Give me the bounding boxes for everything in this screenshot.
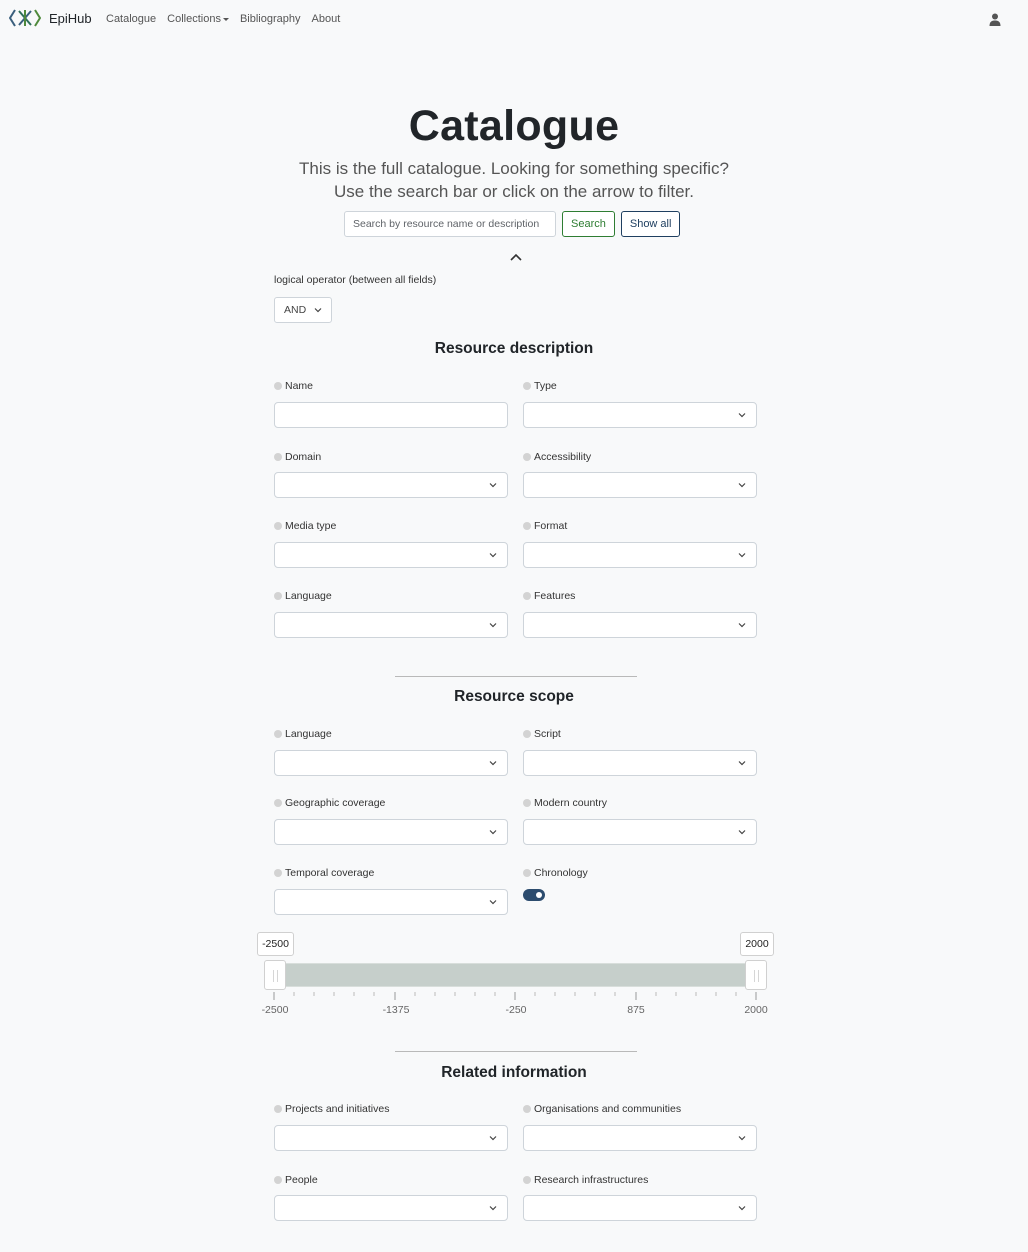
info-icon[interactable] (523, 382, 531, 390)
info-icon[interactable] (523, 1176, 531, 1184)
chevron-down-icon (489, 482, 497, 488)
info-icon[interactable] (523, 453, 531, 461)
section-title-related-information: Related information (441, 1064, 587, 1081)
type-select[interactable] (523, 402, 757, 428)
label-modern-country-text: Modern country (534, 797, 607, 809)
section-divider (395, 1051, 637, 1052)
logical-operator-label: logical operator (between all fields) (274, 274, 437, 286)
show-all-button[interactable]: Show all (621, 211, 681, 237)
epihub-logo-icon (9, 8, 41, 28)
scope-language-select[interactable] (274, 750, 508, 776)
chevron-down-icon (738, 482, 746, 488)
label-name-text: Name (285, 380, 314, 392)
label-accessibility-text: Accessibility (534, 451, 592, 463)
label-temporal-coverage-text: Temporal coverage (285, 867, 375, 879)
chevron-down-icon (489, 552, 497, 558)
label-projects (274, 1103, 389, 1115)
label-people (274, 1174, 318, 1186)
domain-select[interactable] (274, 472, 508, 498)
tick-label: -250 (505, 1004, 527, 1016)
info-icon[interactable] (523, 592, 531, 600)
media-type-select[interactable] (274, 542, 508, 568)
info-icon[interactable] (274, 522, 282, 530)
info-icon[interactable] (523, 1105, 531, 1113)
chevron-down-icon (738, 622, 746, 628)
range-max-value: 2000 (740, 932, 774, 956)
chevron-down-icon (738, 760, 746, 766)
label-script (523, 728, 561, 740)
tick-label: 2000 (744, 1004, 768, 1016)
info-icon[interactable] (274, 453, 282, 461)
label-chronology (523, 867, 588, 879)
section-title-resource-scope: Resource scope (454, 688, 574, 705)
nav-collections-dropdown[interactable] (167, 13, 229, 25)
slider-ticks (0, 992, 1028, 1002)
projects-select[interactable] (274, 1125, 508, 1151)
label-domain (274, 451, 321, 463)
label-organisations-text: Organisations and communities (534, 1103, 682, 1115)
chevron-down-icon (738, 829, 746, 835)
slider-handle-min[interactable] (264, 960, 286, 990)
page-subtitle (0, 157, 1028, 203)
chevron-down-icon (314, 307, 322, 313)
chevron-down-icon (489, 1135, 497, 1141)
label-geographic-coverage-text: Geographic coverage (285, 797, 386, 809)
label-media-type-text: Media type (285, 520, 337, 532)
subtitle-line-1: This is the full catalogue. Looking for something specific? (299, 159, 729, 178)
accessibility-select[interactable] (523, 472, 757, 498)
name-input[interactable] (274, 402, 508, 428)
chevron-down-icon (738, 1205, 746, 1211)
chevron-down-icon (738, 412, 746, 418)
label-modern-country (523, 797, 607, 809)
label-language-text: Language (285, 590, 332, 602)
caret-down-icon (223, 18, 229, 21)
label-infrastructures-text: Research infrastructures (534, 1174, 649, 1186)
chevron-down-icon (489, 899, 497, 905)
label-organisations (523, 1103, 681, 1115)
nav-collections-label: Collections (167, 13, 221, 25)
format-select[interactable] (523, 542, 757, 568)
label-scope-language-text: Language (285, 728, 332, 740)
label-type (523, 380, 557, 392)
chevron-down-icon (738, 1135, 746, 1141)
info-icon[interactable] (274, 1105, 282, 1113)
label-infrastructures (523, 1174, 648, 1186)
info-icon[interactable] (274, 382, 282, 390)
chevron-down-icon (489, 760, 497, 766)
chevron-down-icon (489, 622, 497, 628)
temporal-coverage-select[interactable] (274, 889, 508, 915)
search-bar (344, 211, 680, 237)
logical-operator-value: AND (284, 304, 307, 316)
label-features-text: Features (534, 590, 576, 602)
chronology-slider-track[interactable] (274, 963, 756, 987)
label-script-text: Script (534, 728, 561, 740)
label-name (274, 380, 313, 392)
top-navbar (0, 0, 1028, 40)
nav-catalogue[interactable]: Catalogue (106, 13, 157, 25)
label-format-text: Format (534, 520, 568, 532)
brand-name: EpiHub (49, 10, 92, 26)
info-icon[interactable] (523, 869, 531, 877)
subtitle-line-2: Use the search bar or click on the arrow to filter. (334, 182, 694, 201)
language-select[interactable] (274, 612, 508, 638)
search-input[interactable] (344, 211, 556, 237)
info-icon[interactable] (523, 799, 531, 807)
features-select[interactable] (523, 612, 757, 638)
tick-label: -2500 (261, 1004, 289, 1016)
label-type-text: Type (534, 380, 557, 392)
section-title-resource-description: Resource description (434, 340, 594, 357)
label-chronology-text: Chronology (534, 867, 588, 879)
label-temporal-coverage (274, 867, 374, 879)
logical-operator-select[interactable] (274, 297, 332, 323)
range-min-value: -2500 (257, 932, 294, 956)
label-people-text: People (285, 1174, 318, 1186)
label-projects-text: Projects and initiatives (285, 1103, 390, 1115)
organisations-select[interactable] (523, 1125, 757, 1151)
chevron-down-icon (738, 552, 746, 558)
nav-about[interactable]: About (311, 13, 341, 25)
info-icon[interactable] (523, 730, 531, 738)
label-format (523, 520, 567, 532)
infrastructures-select[interactable] (523, 1195, 757, 1221)
tick-label: -1375 (382, 1004, 410, 1016)
info-icon[interactable] (523, 522, 531, 530)
nav-bibliography[interactable]: Bibliography (239, 13, 301, 25)
info-icon[interactable] (274, 799, 282, 807)
geographic-coverage-select[interactable] (274, 819, 508, 845)
label-language (274, 590, 332, 602)
chevron-down-icon (489, 1205, 497, 1211)
tick-label: 875 (627, 1004, 645, 1016)
label-features (523, 590, 575, 602)
slider-handle-max[interactable] (745, 960, 767, 990)
label-accessibility (523, 451, 591, 463)
label-scope-language (274, 728, 332, 740)
info-icon[interactable] (274, 730, 282, 738)
chronology-toggle[interactable] (523, 889, 545, 901)
chevron-down-icon (489, 829, 497, 835)
search-button[interactable]: Search (562, 211, 615, 237)
brand[interactable] (9, 8, 92, 28)
user-icon[interactable] (989, 13, 1001, 26)
script-select[interactable] (523, 750, 757, 776)
info-icon[interactable] (274, 592, 282, 600)
info-icon[interactable] (274, 1176, 282, 1184)
label-domain-text: Domain (285, 451, 322, 463)
collapse-filters-icon[interactable] (509, 252, 523, 262)
people-select[interactable] (274, 1195, 508, 1221)
modern-country-select[interactable] (523, 819, 757, 845)
label-media-type (274, 520, 336, 532)
page-title: Catalogue (408, 102, 620, 150)
info-icon[interactable] (274, 869, 282, 877)
section-divider (395, 676, 637, 677)
label-geographic-coverage (274, 797, 385, 809)
